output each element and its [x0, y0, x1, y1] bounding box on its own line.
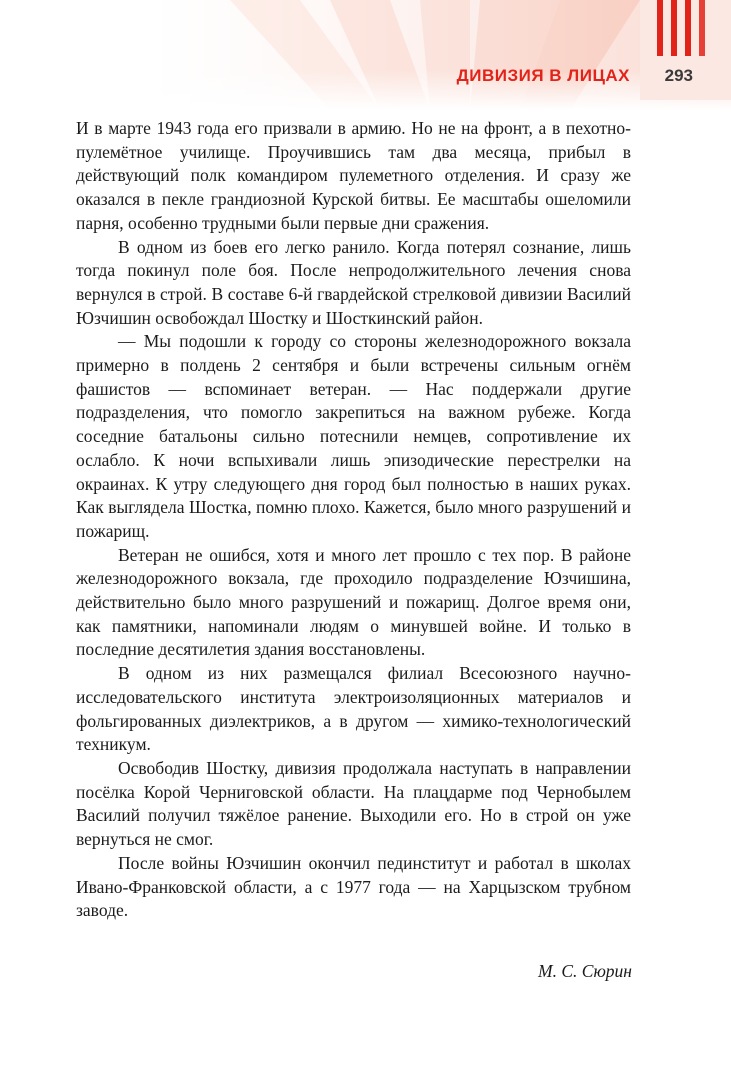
paragraph: — Мы подошли к городу со стороны железнодорожного вокзала примерно в полдень 2 сентября и были встречены сильным огнём фашистов — вспоминает ветеран. — Нас поддержали другие подразделения, что помогло закрепиться на важном рубеже. Когда соседние батальоны сильно потеснили немцев, сопротивление их ослабло. К ночи вспыхивали лишь эпизодические перестрелки на окраинах. К утру следующего дня город был полностью в наших руках. Как выглядела Шостка, помню плохо. Кажется, было много разрушений и пожарищ. [76, 331, 631, 541]
paragraph: И в марте 1943 года его призвали в армию. Но не на фронт, а в пехотно-пулемётное училище. Проучившись там два месяца, прибыл в действующий полк командиром пулеметного отделения. И сразу же оказался в пекле грандиозной Курской битвы. Ее масштабы ошеломили парня, особенно трудными были первые дни сражения. [76, 118, 631, 233]
paragraph: Освободив Шостку, дивизия продолжала наступать в направлении посёлка Корой Черниговской области. На плацдарме под Чернобылем Василий получил тяжёлое ранение. Выходили его. Но в строй он уже вернуться не смог. [76, 757, 631, 850]
page-number: 293 [664, 66, 693, 85]
decorative-rays-graphic [0, 0, 731, 110]
author-signature: М. С. Сюрин [538, 961, 632, 981]
section-title: ДИВИЗИЯ В ЛИЦАХ [456, 66, 630, 85]
paragraph: В одном из них размещался филиал Всесоюзного научно-исследовательского института электроизоляционных материалов и фольгированных диэлектриков, а в другом — химико-технологический техникум. [76, 663, 631, 755]
header-decoration [0, 0, 731, 110]
paragraph: В одном из боев его легко ранило. Когда потерял сознание, лишь тогда покинул поле боя. После непродолжительного лечения снова вернулся в строй. В составе 6-й гвардейской стрелковой дивизии Василий Юзчишин освобождал Шостку и Шосткинский район. [76, 236, 631, 328]
article-body [76, 117, 631, 923]
paragraph: Ветеран не ошибся, хотя и много лет прошло с тех пор. В районе железнодорожного вокзала, где проходило подразделение Юзчишина, действительно было много разрушений и пожарищ. Долгое время они, как памятники, напоминали людям о минувшей войне. И только в последние десятилетия здания восстановлены. [76, 544, 631, 660]
paragraph: После войны Юзчишин окончил пединститут и работал в школах Ивано-Франковской области, а с 1977 года — на Харцызском трубном заводе. [76, 852, 631, 921]
